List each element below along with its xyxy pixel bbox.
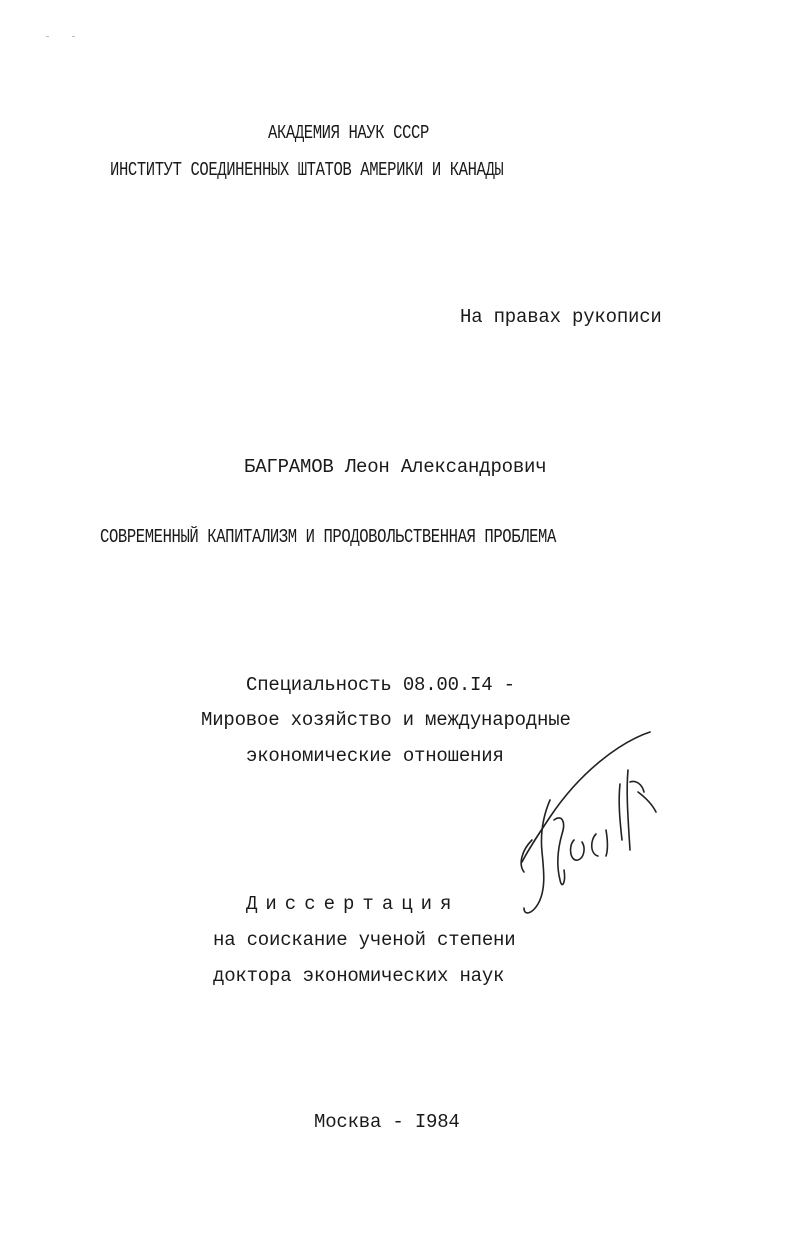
author-name: БАГРАМОВ Леон Александрович <box>244 456 547 478</box>
specialty-name-line1: Мировое хозяйство и международные <box>201 709 571 731</box>
manuscript-note: На правах рукописи <box>460 306 662 328</box>
handwritten-signature <box>510 722 680 922</box>
institute-name: ИНСТИТУТ СОЕДИНЕННЫХ ШТАТОВ АМЕРИКИ И КАНАДЫ <box>110 159 504 181</box>
scan-speck <box>72 36 75 37</box>
specialty-name-line2: экономические отношения <box>246 745 504 767</box>
degree-line2: доктора экономических наук <box>213 965 505 987</box>
place-and-year: Москва - I984 <box>314 1111 460 1133</box>
scan-speck <box>46 36 49 37</box>
specialty-code: Специальность 08.00.I4 - <box>246 674 515 696</box>
degree-line1: на соискание ученой степени <box>213 929 516 951</box>
dissertation-label: Диссертация <box>246 893 460 915</box>
dissertation-title: СОВРЕМЕННЫЙ КАПИТАЛИЗМ И ПРОДОВОЛЬСТВЕННАЯ ПРОБЛЕМА <box>100 526 556 548</box>
academy-name: АКАДЕМИЯ НАУК СССР <box>268 122 429 144</box>
